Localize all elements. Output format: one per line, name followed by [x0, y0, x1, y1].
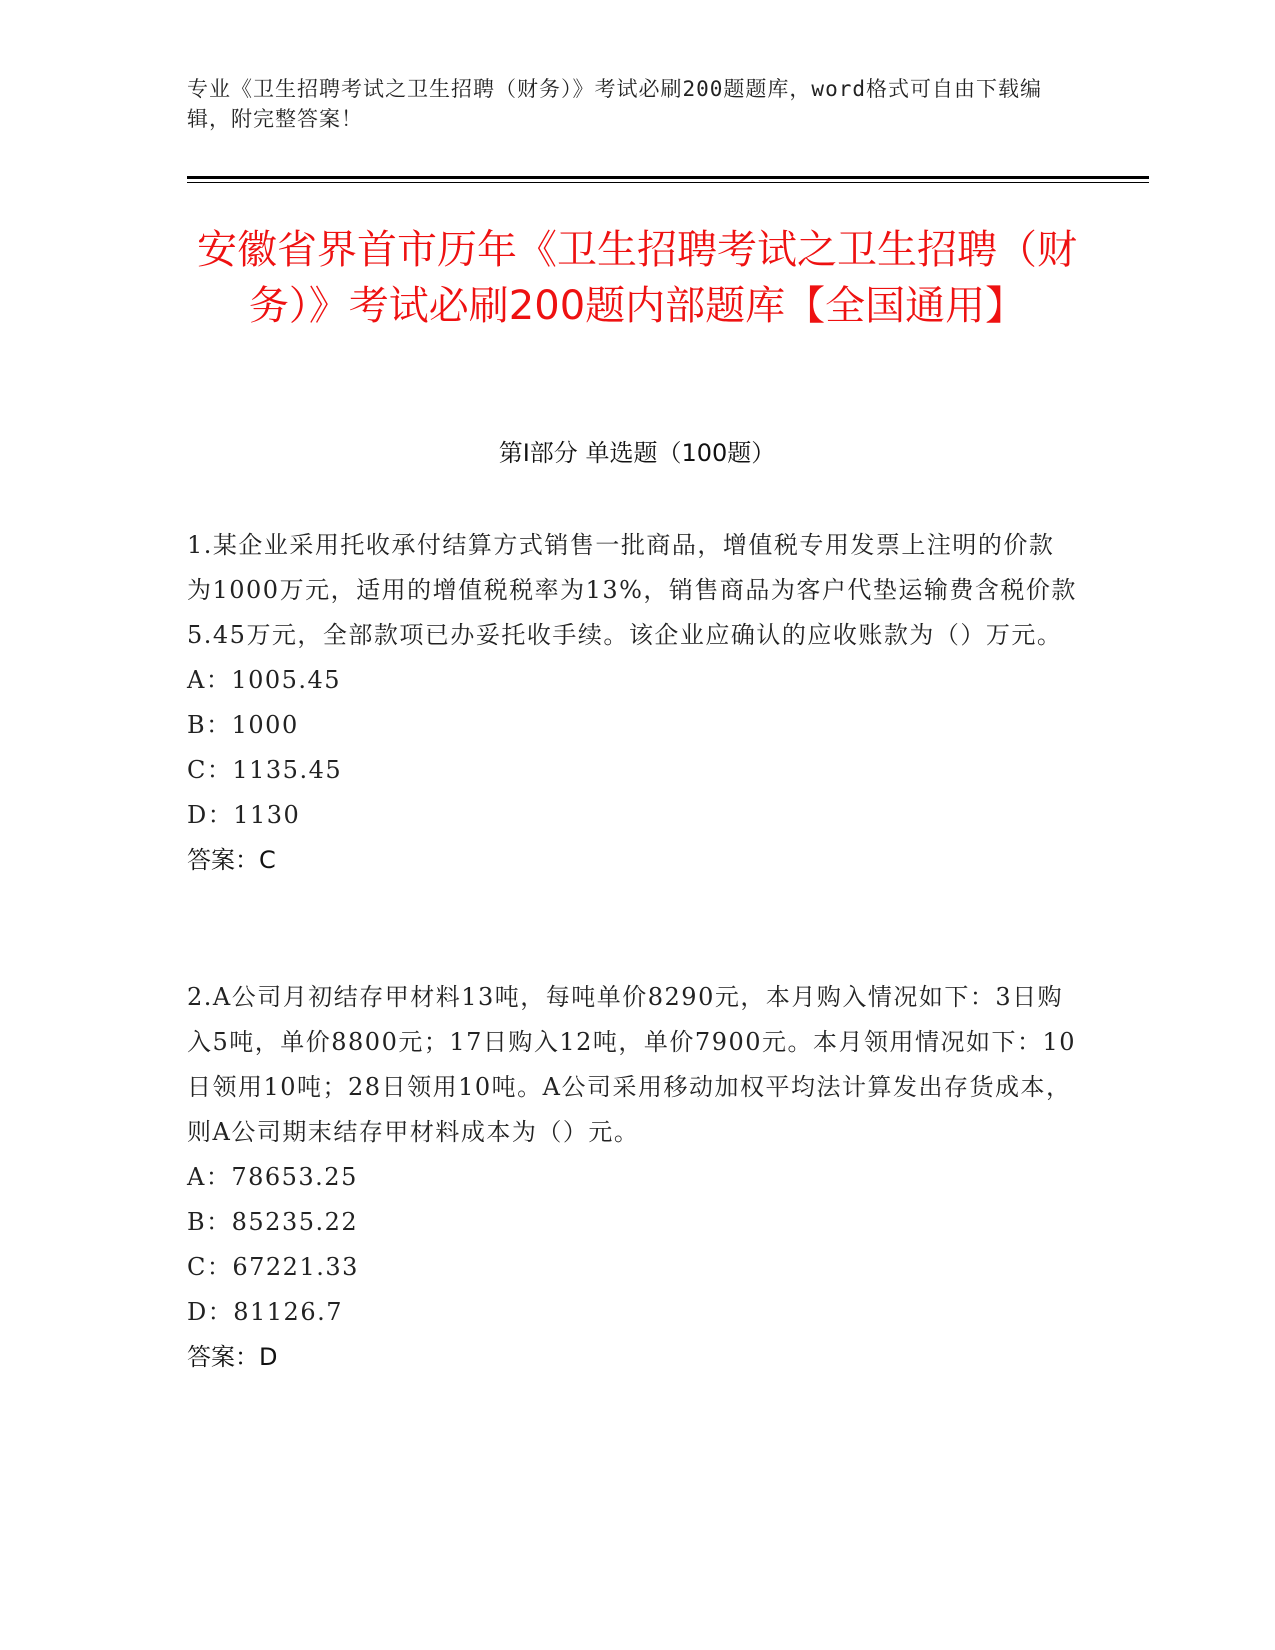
question-2 — [187, 975, 1077, 1380]
option-d: D：1130 — [187, 801, 301, 829]
option-a: A：78653.25 — [187, 1163, 358, 1191]
option-b: B：85235.22 — [187, 1208, 359, 1236]
answer: 答案：C — [187, 846, 276, 874]
option-d: D：81126.7 — [187, 1298, 343, 1326]
question-stem: 2.A公司月初结存甲材料13吨，每吨单价8290元，本月购入情况如下：3日购入5吨，单价8800元；17日购入12吨，单价7900元。本月领用情况如下：10日领用10吨；28日领用10吨。A公司采用移动加权平均法计算发出存货成本，则A公司期末结存甲材料成本为（）元。 — [187, 983, 1077, 1146]
question-1 — [187, 523, 1077, 883]
header-rule-thick — [187, 176, 1149, 179]
document-title: 安徽省界首市历年《卫生招聘考试之卫生招聘（财务）》考试必刷200题内部题库【全国通用】 — [197, 227, 1077, 329]
question-stem: 1.某企业采用托收承付结算方式销售一批商品，增值税专用发票上注明的价款为1000万元，适用的增值税税率为13%，销售商品为客户代垫运输费含税价款5.45万元，全部款项已办妥托收手续。该企业应确认的应收账款为（）万元。 — [187, 531, 1077, 649]
section-title: 第I部分 单选题（100题） — [498, 439, 776, 467]
option-b: B：1000 — [187, 711, 299, 739]
header-note: 专业《卫生招聘考试之卫生招聘（财务）》考试必刷200题题库，word格式可自由下载编辑，附完整答案！ — [187, 77, 1042, 131]
option-c: C：67221.33 — [187, 1253, 359, 1281]
answer: 答案：D — [187, 1343, 278, 1371]
header-rule-thin — [187, 182, 1149, 183]
option-c: C：1135.45 — [187, 756, 343, 784]
option-a: A：1005.45 — [187, 666, 342, 694]
